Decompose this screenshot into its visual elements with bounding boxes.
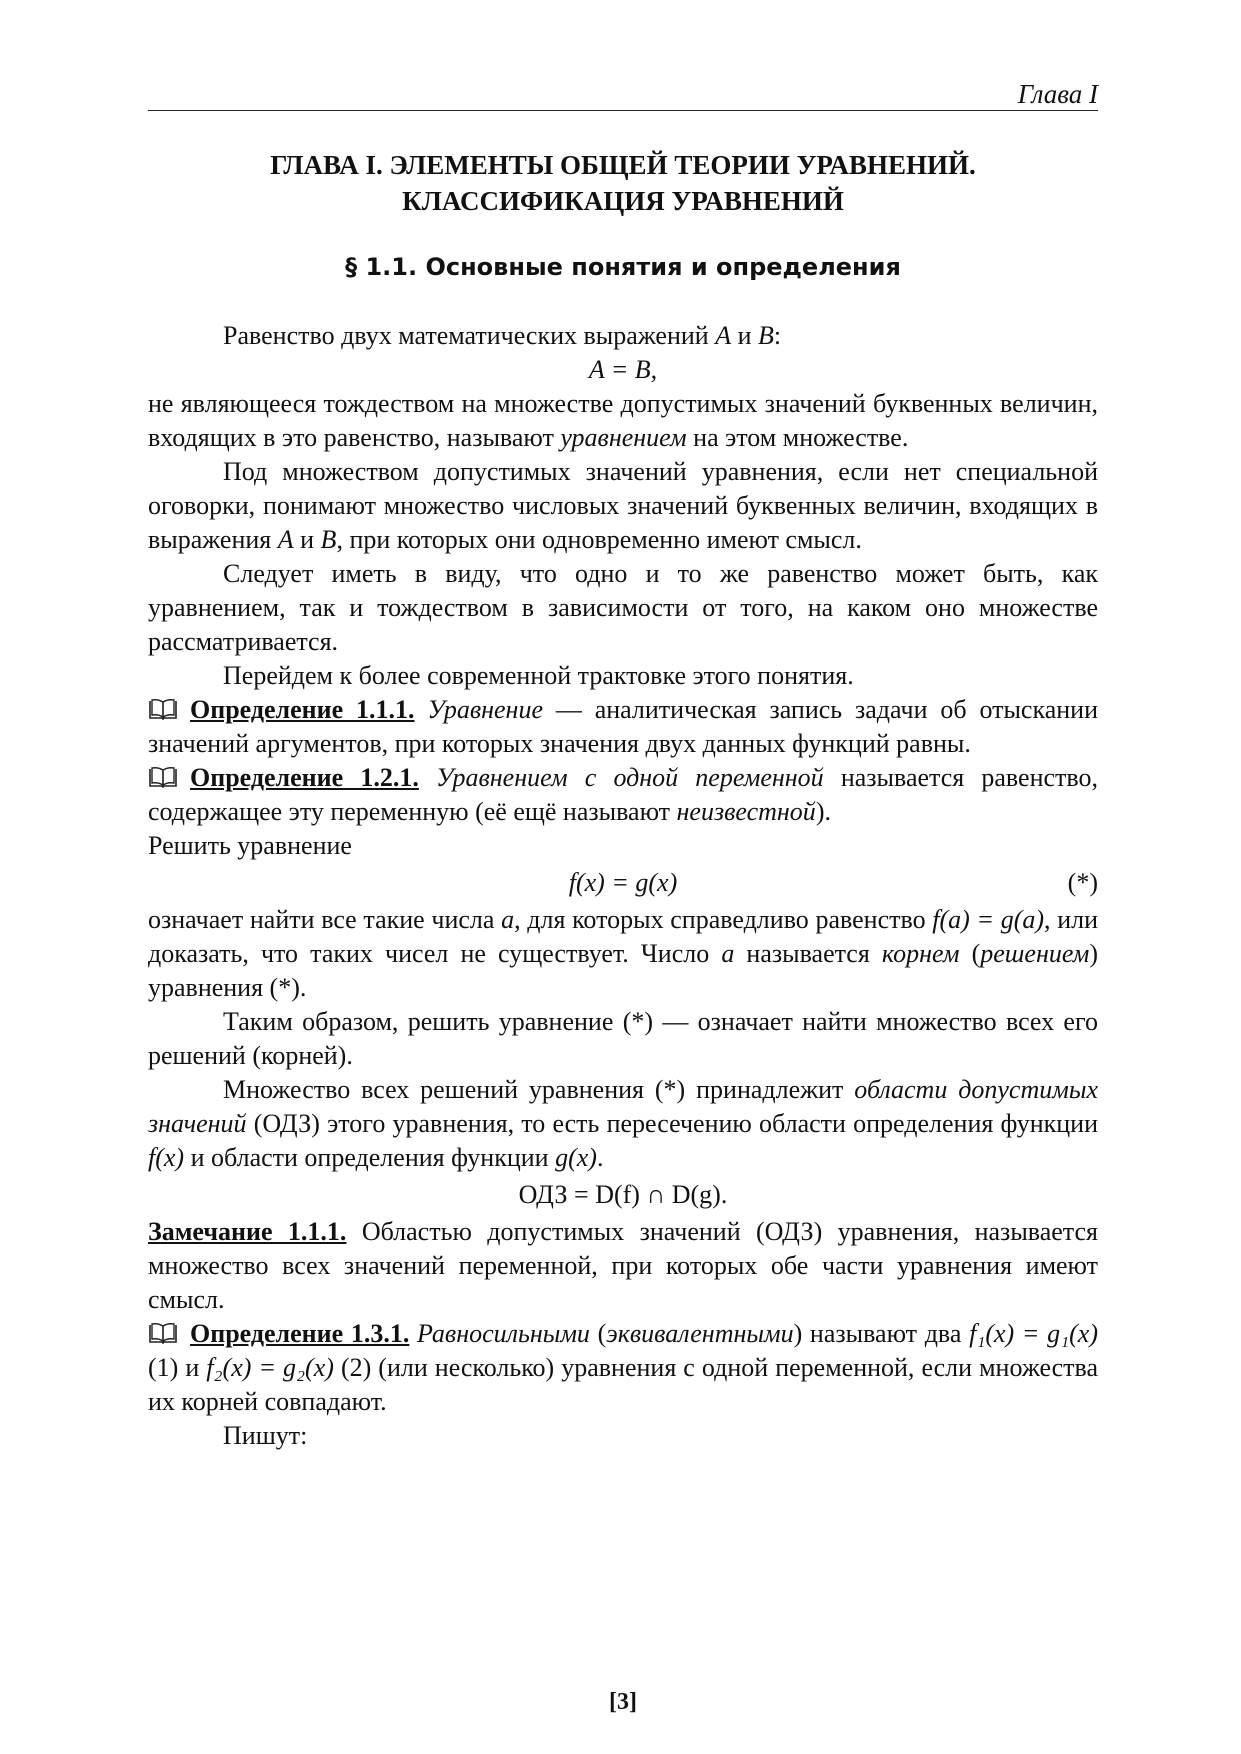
formula-a-equals-b: A = B, — [588, 355, 658, 384]
page-number: [3] — [609, 1689, 637, 1715]
chapter-title-line-2: КЛАССИФИКАЦИЯ УРАВНЕНИЙ — [402, 186, 844, 216]
chapter-title — [148, 147, 1098, 219]
book-icon — [148, 698, 178, 720]
solve-intro: Решить уравнение — [148, 831, 352, 860]
note-label: Замечание 1.1.1. — [148, 1217, 347, 1246]
formula-odz: ОДЗ = D(f) ∩ D(g). — [518, 1180, 728, 1209]
paragraph-equation-definition: не являющееся тождеством на множестве допустимых значений буквенных величин, входящих в это равенство, называют уравнением на этом множестве. — [148, 389, 1098, 452]
paragraph-identity-note: Следует иметь в виду, что одно и то же равенство может быть, как уравнением, так и тождеством в зависимости от того, на каком оно множестве рассматривается. — [148, 559, 1098, 656]
definition-1-3-1: Определение 1.3.1. Равносильными (эквивалентными) называют два f₁(x) = g₁(x) (1) и f₂(x) = g₂(x) (2) (или несколько) уравнения с одной переменной, если множества их корней совпадают. — [148, 1319, 1099, 1416]
running-head: Глава I — [1017, 79, 1098, 109]
formula-main — [148, 863, 1098, 903]
book-icon — [148, 766, 178, 788]
definition-1-2-1: Определение 1.2.1. Уравнением с одной переменной называется равенство, содержащее эту переменную (её ещё называют неизвестной). — [148, 763, 1098, 826]
section-title: § 1.1. Основные понятия и определения — [345, 253, 901, 281]
note-1-1-1: Замечание 1.1.1. Областью допустимых значений (ОДЗ) уравнения, называется множество всех значений переменной, при которых обе части уравнения имеют смысл. — [148, 1217, 1098, 1314]
definition-label: Определение 1.3.1. — [190, 1319, 410, 1348]
book-icon — [148, 1322, 178, 1344]
definition-1-1-1: Определение 1.1.1. Уравнение — аналитическая запись задачи об отыскании значений аргументов, при которых значения двух данных функций равны. — [148, 695, 1098, 758]
definition-label: Определение 1.2.1. — [190, 763, 419, 792]
formula-main-expression: f(x) = g(x) — [568, 868, 678, 897]
body-text — [148, 319, 1098, 1453]
definition-label: Определение 1.1.1. — [190, 695, 415, 724]
paragraph-solve-set: Таким образом, решить уравнение (*) — означает найти множество всех его решений (корней). — [148, 1007, 1098, 1070]
paragraph-intro: Равенство двух математических выражений A и B: — [223, 321, 782, 350]
paragraph-solve-meaning: означает найти все такие числа a, для которых справедливо равенство f(a) = g(a), или доказать, что таких чисел не существует. Число a называется корнем (решением) уравнения (*). — [148, 905, 1099, 1002]
formula-main-number: (*) — [1067, 868, 1098, 897]
paragraph-write: Пишут: — [223, 1421, 308, 1450]
chapter-title-line-1: ГЛАВА I. ЭЛЕМЕНТЫ ОБЩЕЙ ТЕОРИИ УРАВНЕНИЙ. — [270, 150, 976, 180]
header-rule — [148, 110, 1098, 111]
paragraph-odz: Множество всех решений уравнения (*) принадлежит области допустимых значений (ОДЗ) этого уравнения, то есть пересечению области определения функции f(x) и области определения функции g(x). — [148, 1075, 1098, 1172]
paragraph-modern: Перейдем к более современной трактовке этого понятия. — [223, 661, 854, 690]
paragraph-domain: Под множеством допустимых значений уравнения, если нет специальной оговорки, понимают множество числовых значений буквенных величин, входящих в выражения A и B, при которых они одновременно имеют смысл. — [148, 457, 1098, 554]
